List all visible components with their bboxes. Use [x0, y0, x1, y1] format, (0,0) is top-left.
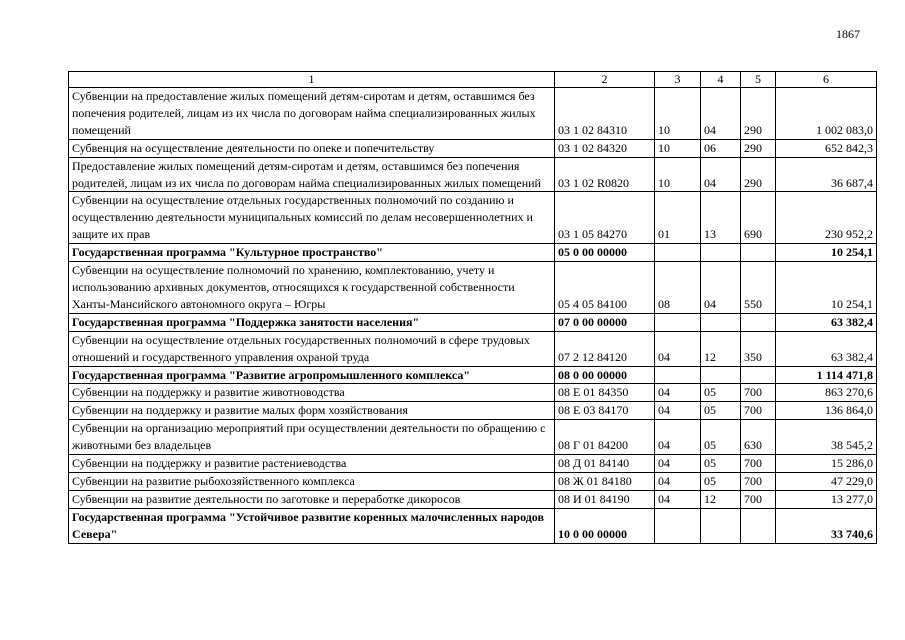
row-section-cell: 04 [655, 402, 701, 420]
row-code-cell: 05 0 00 00000 [555, 244, 655, 262]
row-amount-cell: 136 864,0 [776, 402, 877, 420]
header-cell: 1 [69, 72, 555, 88]
row-subsection-cell: 05 [701, 384, 741, 402]
row-amount-cell: 10 254,1 [776, 244, 877, 262]
row-subsection-cell: 05 [701, 472, 741, 490]
row-section-cell: 04 [655, 472, 701, 490]
program-row [69, 366, 877, 384]
row-code-cell: 07 0 00 00000 [555, 313, 655, 331]
table-row [69, 472, 877, 490]
row-code-cell: 10 0 00 00000 [555, 508, 655, 543]
row-code-cell: 03 1 02 84320 [555, 139, 655, 157]
table-row [69, 88, 877, 140]
row-expense-type-cell [741, 244, 776, 262]
row-code-cell: 08 Е 03 84170 [555, 402, 655, 420]
table-row [69, 331, 877, 366]
row-name-cell: Государственная программа "Культурное пространство" [69, 244, 555, 262]
row-amount-cell: 33 740,6 [776, 508, 877, 543]
row-name-cell: Субвенции на развитие рыбохозяйственного комплекса [69, 472, 555, 490]
row-expense-type-cell: 700 [741, 490, 776, 508]
row-name-cell: Субвенции на осуществление отдельных государственных полномочий по созданию и осуществлению деятельности муниципальных комиссий по делам несовершеннолетних и защите их прав [69, 192, 555, 244]
row-section-cell: 04 [655, 455, 701, 473]
table-row [69, 420, 877, 455]
row-subsection-cell [701, 244, 741, 262]
row-name-cell: Предоставление жилых помещений детям-сиротам и детям, оставшимся без попечения родителей, лицам из их числа по договорам найма специализированных жилых помещений [69, 157, 555, 192]
program-row [69, 313, 877, 331]
row-name-cell: Субвенции на осуществление полномочий по хранению, комплектованию, учету и использованию архивных документов, относящихся к государственной собственности Ханты-Мансийского автономного округа – Югры [69, 262, 555, 314]
row-code-cell: 08 Д 01 84140 [555, 455, 655, 473]
row-code-cell: 08 0 00 00000 [555, 366, 655, 384]
table-header-row [69, 72, 877, 88]
row-code-cell: 08 Г 01 84200 [555, 420, 655, 455]
row-code-cell: 08 Ж 01 84180 [555, 472, 655, 490]
row-section-cell: 04 [655, 420, 701, 455]
row-amount-cell: 38 545,2 [776, 420, 877, 455]
row-expense-type-cell: 350 [741, 331, 776, 366]
row-code-cell: 08 Е 01 84350 [555, 384, 655, 402]
row-section-cell: 10 [655, 88, 701, 140]
row-section-cell: 04 [655, 490, 701, 508]
row-section-cell: 04 [655, 384, 701, 402]
row-subsection-cell: 04 [701, 262, 741, 314]
row-amount-cell: 230 952,2 [776, 192, 877, 244]
table-row [69, 384, 877, 402]
row-expense-type-cell: 700 [741, 455, 776, 473]
row-code-cell: 08 И 01 84190 [555, 490, 655, 508]
row-expense-type-cell: 290 [741, 157, 776, 192]
page-number: 1867 [836, 27, 860, 41]
row-expense-type-cell: 700 [741, 402, 776, 420]
row-name-cell: Субвенции на организацию мероприятий при осуществлении деятельности по обращению с животными без владельцев [69, 420, 555, 455]
row-name-cell: Государственная программа "Поддержка занятости населения" [69, 313, 555, 331]
program-row [69, 244, 877, 262]
row-code-cell: 07 2 12 84120 [555, 331, 655, 366]
program-row [69, 508, 877, 543]
table-row [69, 157, 877, 192]
row-amount-cell: 1 002 083,0 [776, 88, 877, 140]
row-amount-cell: 63 382,4 [776, 331, 877, 366]
header-cell: 5 [741, 72, 776, 88]
header-cell: 3 [655, 72, 701, 88]
row-section-cell: 10 [655, 139, 701, 157]
table-row [69, 192, 877, 244]
row-name-cell: Субвенция на осуществление деятельности по опеке и попечительству [69, 139, 555, 157]
row-code-cell: 03 1 05 84270 [555, 192, 655, 244]
row-amount-cell: 15 286,0 [776, 455, 877, 473]
row-expense-type-cell [741, 508, 776, 543]
row-name-cell: Субвенции на поддержку и развитие малых форм хозяйствования [69, 402, 555, 420]
row-name-cell: Субвенции на поддержку и развитие животноводства [69, 384, 555, 402]
row-subsection-cell: 04 [701, 157, 741, 192]
row-subsection-cell: 05 [701, 455, 741, 473]
row-expense-type-cell: 550 [741, 262, 776, 314]
row-section-cell: 08 [655, 262, 701, 314]
header-cell: 2 [555, 72, 655, 88]
row-expense-type-cell: 690 [741, 192, 776, 244]
row-subsection-cell: 04 [701, 88, 741, 140]
header-cell: 6 [776, 72, 877, 88]
row-name-cell: Субвенции на осуществление отдельных государственных полномочий в сфере трудовых отношений и государственного управления охраной труда [69, 331, 555, 366]
row-amount-cell: 36 687,4 [776, 157, 877, 192]
row-amount-cell: 63 382,4 [776, 313, 877, 331]
row-subsection-cell: 13 [701, 192, 741, 244]
row-section-cell [655, 366, 701, 384]
table-row [69, 262, 877, 314]
budget-table [68, 71, 877, 544]
table-row [69, 490, 877, 508]
row-subsection-cell: 06 [701, 139, 741, 157]
row-name-cell: Субвенции на поддержку и развитие растениеводства [69, 455, 555, 473]
row-section-cell: 10 [655, 157, 701, 192]
row-section-cell: 01 [655, 192, 701, 244]
row-code-cell: 03 1 02 84310 [555, 88, 655, 140]
row-expense-type-cell [741, 313, 776, 331]
row-amount-cell: 10 254,1 [776, 262, 877, 314]
row-name-cell: Субвенции на предоставление жилых помещений детям-сиротам и детям, оставшимся без попечения родителей, лицам из их числа по договорам найма специализированных жилых помещений [69, 88, 555, 140]
row-name-cell: Государственная программа "Развитие агропромышленного комплекса" [69, 366, 555, 384]
row-amount-cell: 1 114 471,8 [776, 366, 877, 384]
row-amount-cell: 863 270,6 [776, 384, 877, 402]
table-row [69, 139, 877, 157]
row-subsection-cell [701, 313, 741, 331]
row-subsection-cell [701, 508, 741, 543]
row-expense-type-cell: 290 [741, 88, 776, 140]
row-amount-cell: 652 842,3 [776, 139, 877, 157]
row-section-cell [655, 313, 701, 331]
row-code-cell: 03 1 02 R0820 [555, 157, 655, 192]
row-expense-type-cell: 630 [741, 420, 776, 455]
row-name-cell: Государственная программа "Устойчивое развитие коренных малочисленных народов Севера" [69, 508, 555, 543]
row-section-cell: 04 [655, 331, 701, 366]
row-expense-type-cell: 290 [741, 139, 776, 157]
row-code-cell: 05 4 05 84100 [555, 262, 655, 314]
row-section-cell [655, 508, 701, 543]
row-amount-cell: 13 277,0 [776, 490, 877, 508]
row-section-cell [655, 244, 701, 262]
table-row [69, 402, 877, 420]
row-expense-type-cell: 700 [741, 472, 776, 490]
row-subsection-cell: 12 [701, 490, 741, 508]
row-subsection-cell: 05 [701, 420, 741, 455]
header-cell: 4 [701, 72, 741, 88]
row-subsection-cell: 05 [701, 402, 741, 420]
row-expense-type-cell [741, 366, 776, 384]
row-subsection-cell: 12 [701, 331, 741, 366]
row-subsection-cell [701, 366, 741, 384]
table-row [69, 455, 877, 473]
row-expense-type-cell: 700 [741, 384, 776, 402]
row-amount-cell: 47 229,0 [776, 472, 877, 490]
row-name-cell: Субвенции на развитие деятельности по заготовке и переработке дикоросов [69, 490, 555, 508]
